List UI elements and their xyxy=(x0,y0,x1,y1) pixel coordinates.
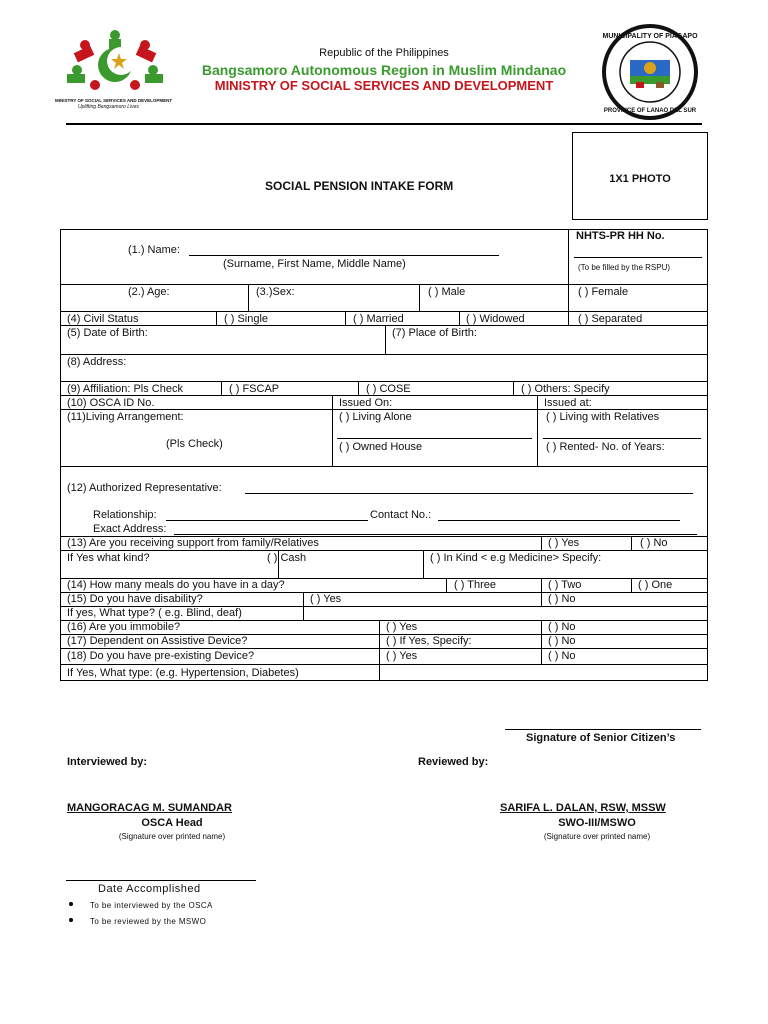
if-yes-type-label: If yes, What type? ( e.g. Blind, deaf) xyxy=(67,607,242,619)
if-yes-what-label: If Yes, What type: (e.g. Hypertension, Diabetes) xyxy=(67,667,299,679)
auth-rep-input-line[interactable] xyxy=(245,493,693,494)
date-accomplished-label: Date Accomplished xyxy=(98,883,201,895)
name-input-line[interactable] xyxy=(189,255,499,256)
left-signatory-note: (Signature over printed name) xyxy=(118,832,226,841)
note-2: To be reviewed by the MSWO xyxy=(90,917,207,926)
cash-option[interactable]: ( ) Cash xyxy=(267,552,307,564)
q15-no[interactable]: ( ) No xyxy=(548,593,576,605)
single-option[interactable]: ( ) Single xyxy=(224,313,269,325)
widowed-option[interactable]: ( ) Widowed xyxy=(466,313,525,325)
pls-check-label: (Pls Check) xyxy=(166,438,223,450)
pob-label: (7) Place of Birth: xyxy=(392,327,477,339)
address-label: (8) Address: xyxy=(67,356,127,368)
nhts-hint: (To be filled by the RSPU) xyxy=(578,263,671,272)
exact-address-label: Exact Address: xyxy=(93,523,167,535)
q18-no[interactable]: ( ) No xyxy=(548,650,576,662)
ministry-logo xyxy=(55,25,175,105)
three-option[interactable]: ( ) Three xyxy=(454,579,496,591)
issued-on-label: Issued On: xyxy=(339,397,393,409)
auth-rep-label: (12) Authorized Representative: xyxy=(67,482,222,494)
header-republic: Republic of the Philippines xyxy=(319,47,449,59)
nhts-input-line[interactable] xyxy=(574,257,702,258)
reviewed-by-label: Reviewed by: xyxy=(418,756,489,768)
civil-status-label: (4) Civil Status xyxy=(67,313,139,325)
others-option[interactable]: ( ) Others: Specify xyxy=(521,383,610,395)
issued-at-label: Issued at: xyxy=(544,397,592,409)
seal-top-text: MUNICIPALITY OF PIAGAPO xyxy=(602,33,698,40)
q15-yes[interactable]: ( ) Yes xyxy=(310,593,342,605)
header-divider xyxy=(66,123,702,125)
senior-signature-label: Signature of Senior Citizen’s xyxy=(526,732,676,744)
living-alone-option[interactable]: ( ) Living Alone xyxy=(339,411,412,423)
q15-label: (15) Do you have disability? xyxy=(67,593,203,605)
living-label: (11)Living Arrangement: xyxy=(67,411,184,423)
cose-option[interactable]: ( ) COSE xyxy=(366,383,411,395)
q18-label: (18) Do you have pre-existing Device? xyxy=(67,650,255,662)
interviewed-by-label: Interviewed by: xyxy=(67,756,148,768)
right-signatory-title: SWO-III/MSWO xyxy=(558,817,636,829)
sex-label: (3.)Sex: xyxy=(256,286,295,298)
relationship-input-line[interactable] xyxy=(166,520,368,521)
header-barmm: Bangsamoro Autonomous Region in Muslim Mindanao xyxy=(201,62,567,78)
q17-yes[interactable]: ( ) If Yes, Specify: xyxy=(386,635,472,647)
date-accomplished-line[interactable] xyxy=(66,880,256,881)
senior-signature-line[interactable] xyxy=(505,729,701,730)
photo-box-label: 1X1 PHOTO xyxy=(609,173,671,185)
affiliation-label: (9) Affiliation: Pls Check xyxy=(67,383,183,395)
in-kind-option[interactable]: ( ) In Kind < e.g Medicine> Specify: xyxy=(430,552,602,564)
q16-label: (16) Are you immobile? xyxy=(67,621,181,633)
fscap-option[interactable]: ( ) FSCAP xyxy=(229,383,280,395)
married-option[interactable]: ( ) Married xyxy=(353,313,404,325)
seal-bottom-text: PROVINCE OF LANAO DEL SUR xyxy=(603,108,697,114)
one-option[interactable]: ( ) One xyxy=(638,579,673,591)
q17-no[interactable]: ( ) No xyxy=(548,635,576,647)
note-bullet-1 xyxy=(69,902,73,906)
right-signatory-note: (Signature over printed name) xyxy=(543,832,651,841)
q13-label: (13) Are you receiving support from family/Relatives xyxy=(67,537,319,549)
age-label: (2.) Age: xyxy=(128,286,170,298)
nhts-label: NHTS-PR HH No. xyxy=(576,230,665,242)
contact-label: Contact No.: xyxy=(370,509,432,521)
q18-yes[interactable]: ( ) Yes xyxy=(386,650,418,662)
left-signatory-title: OSCA Head xyxy=(141,817,203,829)
note-bullet-2 xyxy=(69,918,73,922)
exact-address-input-line[interactable] xyxy=(174,534,697,535)
if-yes-kind-label: If Yes what kind? xyxy=(67,552,150,564)
living-relatives-option[interactable]: ( ) Living with Relatives xyxy=(546,411,660,423)
rented-option[interactable]: ( ) Rented- No. of Years: xyxy=(546,441,665,453)
q13-no[interactable]: ( ) No xyxy=(640,537,668,549)
owned-house-option[interactable]: ( ) Owned House xyxy=(339,441,423,453)
q16-no[interactable]: ( ) No xyxy=(548,621,576,633)
female-option[interactable]: ( ) Female xyxy=(578,286,629,298)
right-signatory-name: SARIFA L. DALAN, RSW, MSSW xyxy=(500,802,666,814)
relationship-label: Relationship: xyxy=(93,509,157,521)
male-option[interactable]: ( ) Male xyxy=(428,286,466,298)
municipal-seal xyxy=(600,22,700,122)
header-ministry: MINISTRY OF SOCIAL SERVICES AND DEVELOPMENT xyxy=(214,78,554,93)
osca-id-label: (10) OSCA ID No. xyxy=(67,397,155,409)
q13-yes[interactable]: ( ) Yes xyxy=(548,537,580,549)
contact-input-line[interactable] xyxy=(438,520,680,521)
note-1: To be interviewed by the OSCA xyxy=(90,901,213,910)
left-signatory-name: MANGORACAG M. SUMANDAR xyxy=(67,802,232,814)
dob-label: (5) Date of Birth: xyxy=(67,327,148,339)
form-title: SOCIAL PENSION INTAKE FORM xyxy=(265,179,454,193)
q17-label: (17) Dependent on Assistive Device? xyxy=(67,635,248,647)
q14-label: (14) How many meals do you have in a day? xyxy=(67,579,285,591)
name-label: (1.) Name: xyxy=(128,244,180,256)
separated-option[interactable]: ( ) Separated xyxy=(578,313,643,325)
two-option[interactable]: ( ) Two xyxy=(548,579,582,591)
q16-yes[interactable]: ( ) Yes xyxy=(386,621,418,633)
logo-caption: MINISTRY OF SOCIAL SERVICES AND DEVELOPMENT xyxy=(55,98,173,103)
logo-tagline: Uplifting Bangsamoro Lives xyxy=(78,104,139,110)
name-hint: (Surname, First Name, Middle Name) xyxy=(223,258,406,270)
